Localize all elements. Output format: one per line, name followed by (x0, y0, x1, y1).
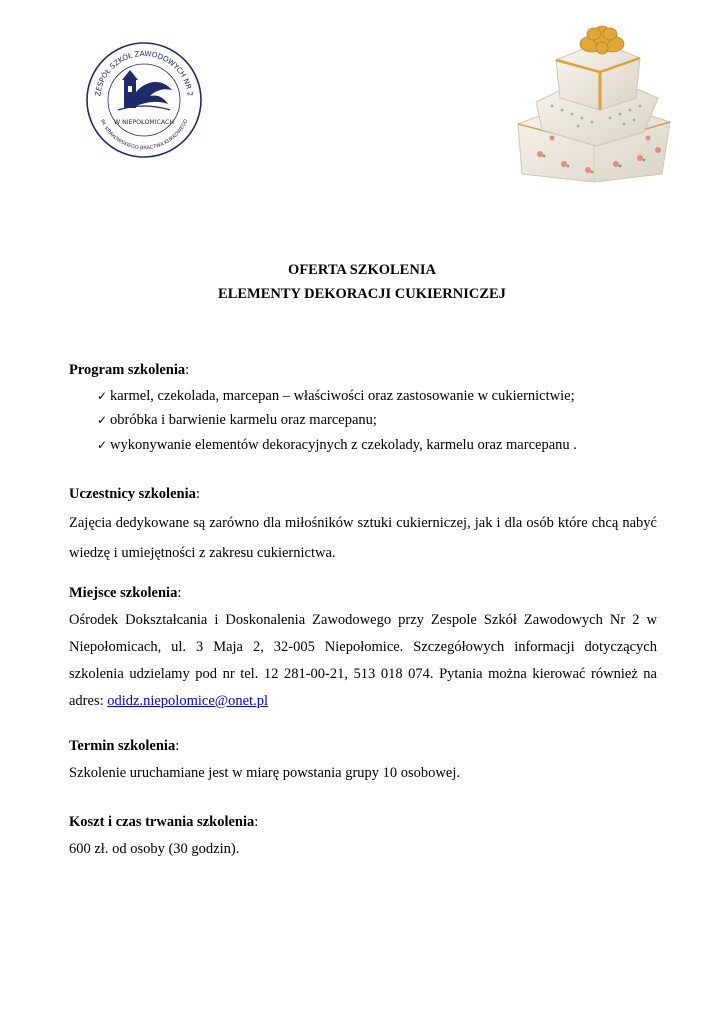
place-text (69, 607, 657, 715)
place-description: Ośrodek Dokształcania i Doskonalenia Zawodowego przy Zespole Szkół Zawodowych Nr 2 w Niepołomicach, ul. 3 Maja 2, 32-005 Niepołomice. Szczegółowych informacji dotyczących szkolenia udzielamy pod nr tel. 12 281-00-21, 513 018 074. Pytania można kierować również na adres: (69, 611, 657, 709)
bird-icon (136, 82, 172, 106)
email-link[interactable]: odidz.niepolomice@onet.pl (107, 692, 268, 709)
place-heading: Miejsce szkolenia (69, 585, 178, 601)
logo-text-middle: W NIEPOŁOMICACH (114, 119, 174, 126)
participants-heading: Uczestnicy szkolenia (69, 486, 196, 502)
list-item (97, 384, 657, 409)
checkmark-icon: ✓ (97, 388, 108, 403)
list-item-text: obróbka i barwienie karmelu oraz marcepanu; (110, 412, 377, 428)
logo-text-bottom: IM. KRAKOWSKIEGO BRACTWA KURKOWEGO (98, 118, 190, 152)
logo-text-top: ZESPÓŁ SZKÓŁ ZAWODOWYCH NR 2 (93, 48, 195, 97)
program-section: Program szkolenia: ✓ karmel, czekolada, marcepan – właściwości oraz zastosowanie w cukiernictwie; ✓ obróbka i barwienie karmelu oraz marcepanu; ✓ wykonywanie elementów dekoracyjnych z czekolady, karmelu oraz marcepanu . (69, 357, 657, 457)
cost-heading: Koszt i czas trwania szkolenia (69, 814, 255, 830)
term-text: Szkolenie uruchamiane jest w miarę powstania grupy 10 osobowej. (69, 764, 460, 781)
term-section: Termin szkolenia: Szkolenie uruchamiane jest w miarę powstania grupy 10 osobowej. (69, 733, 657, 786)
program-heading: Program szkolenia (69, 362, 186, 378)
list-item (97, 408, 657, 433)
term-heading: Termin szkolenia (69, 738, 176, 754)
offer-title: OFERTA SZKOLENIA (288, 262, 436, 278)
list-item (97, 433, 657, 458)
program-list (69, 384, 657, 458)
school-logo (84, 40, 204, 160)
list-item-text: karmel, czekolada, marcepan – właściwości oraz zastosowanie w cukiernictwie; (110, 387, 575, 404)
participants-section: Uczestnicy szkolenia: Zajęcia dedykowane są zarówno dla miłośników sztuki cukierniczej, jak i dla osób które chcą nabyć wiedzę i umiejętności z zakresu cukiernictwa. (69, 481, 657, 568)
checkmark-icon: ✓ (97, 413, 108, 427)
place-section: Miejsce szkolenia: Ośrodek Dokształcania i Doskonalenia Zawodowego przy Zespole Szkół Zawodowych Nr 2 w Niepołomicach, ul. 3 Maja 2, 32-005 Niepołomice. Szczegółowych informacji dotyczących szkolenia udzielamy pod nr tel. 12 281-00-21, 513 018 074. Pytania można kierować również na adres: odidz.niepolomice@onet.pl (69, 580, 657, 715)
tower-icon (122, 70, 138, 108)
offer-subtitle: ELEMENTY DEKORACJI CUKIERNICZEJ (218, 286, 506, 302)
cake-image (512, 14, 674, 184)
participants-text: Zajęcia dedykowane są zarówno dla miłośników sztuki cukierniczej, jak i dla osób które chcą nabyć wiedzę i umiejętności z zakresu cukiernictwa. (69, 514, 657, 561)
checkmark-icon: ✓ (97, 437, 108, 452)
cost-text: 600 zł. od osoby (30 godzin). (69, 840, 240, 857)
cost-section: Koszt i czas trwania szkolenia: 600 zł. od osoby (30 godzin). (69, 809, 657, 862)
list-item-text: wykonywanie elementów dekoracyjnych z czekolady, karmelu oraz marcepanu . (110, 436, 577, 453)
